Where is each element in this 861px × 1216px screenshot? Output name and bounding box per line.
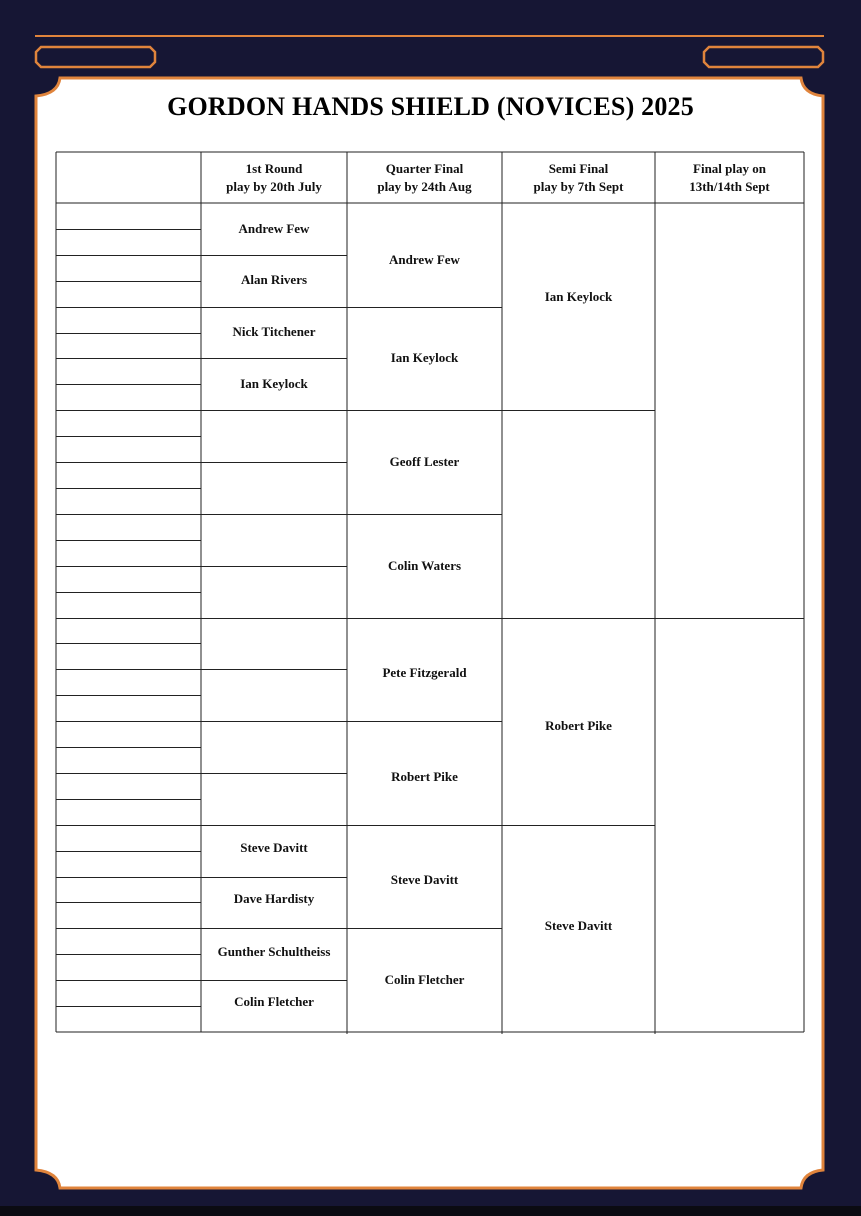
round1-match [201,669,347,721]
quarter-final-match: Steve Davitt [390,872,459,887]
round1-match: Dave Hardisty [233,891,315,906]
round1-match: Ian Keylock [240,376,308,391]
round1-match: Alan Rivers [240,272,308,287]
quarter-final-match: Ian Keylock [390,350,459,365]
semi-final-match: Robert Pike [545,718,612,733]
semi-final-match: Steve Davitt [544,918,613,933]
quarter-final-match: Andrew Few [389,252,460,267]
round1-match: Andrew Few [238,220,310,236]
round1-match [201,773,347,825]
header-quarter-final: Quarter Final play by 24th Aug [377,160,472,194]
quarter-final-match: Robert Pike [391,769,458,784]
round1-match [201,514,347,566]
round1-match: Steve Davitt [240,840,308,855]
quarter-final-match: Geoff Lester [389,454,460,469]
quarter-final-match: Pete Fitzgerald [382,665,467,680]
final-match [655,618,804,1032]
round1-match: Nick Titchener [232,324,316,339]
header-round1: 1st Round play by 20th July [226,160,322,194]
page-title: GORDON HANDS SHIELD (NOVICES) 2025 [167,92,694,121]
round1-match: Gunther Schultheiss [217,944,331,959]
round1-match [201,462,347,514]
round1-match [201,618,347,669]
quarter-final-match: Colin Waters [387,558,462,573]
semi-final-match: Ian Keylock [544,289,613,304]
round1-match [201,566,347,618]
header-final: Final play on 13th/14th Sept [689,160,770,194]
header-semi-final: Semi Final play by 7th Sept [533,160,624,194]
final-match [655,203,804,618]
round1-match: Colin Fletcher [234,994,314,1009]
round1-match [201,410,347,462]
quarter-final-match: Colin Fletcher [384,972,465,987]
semi-final-match [502,410,655,618]
round1-match [201,721,347,773]
